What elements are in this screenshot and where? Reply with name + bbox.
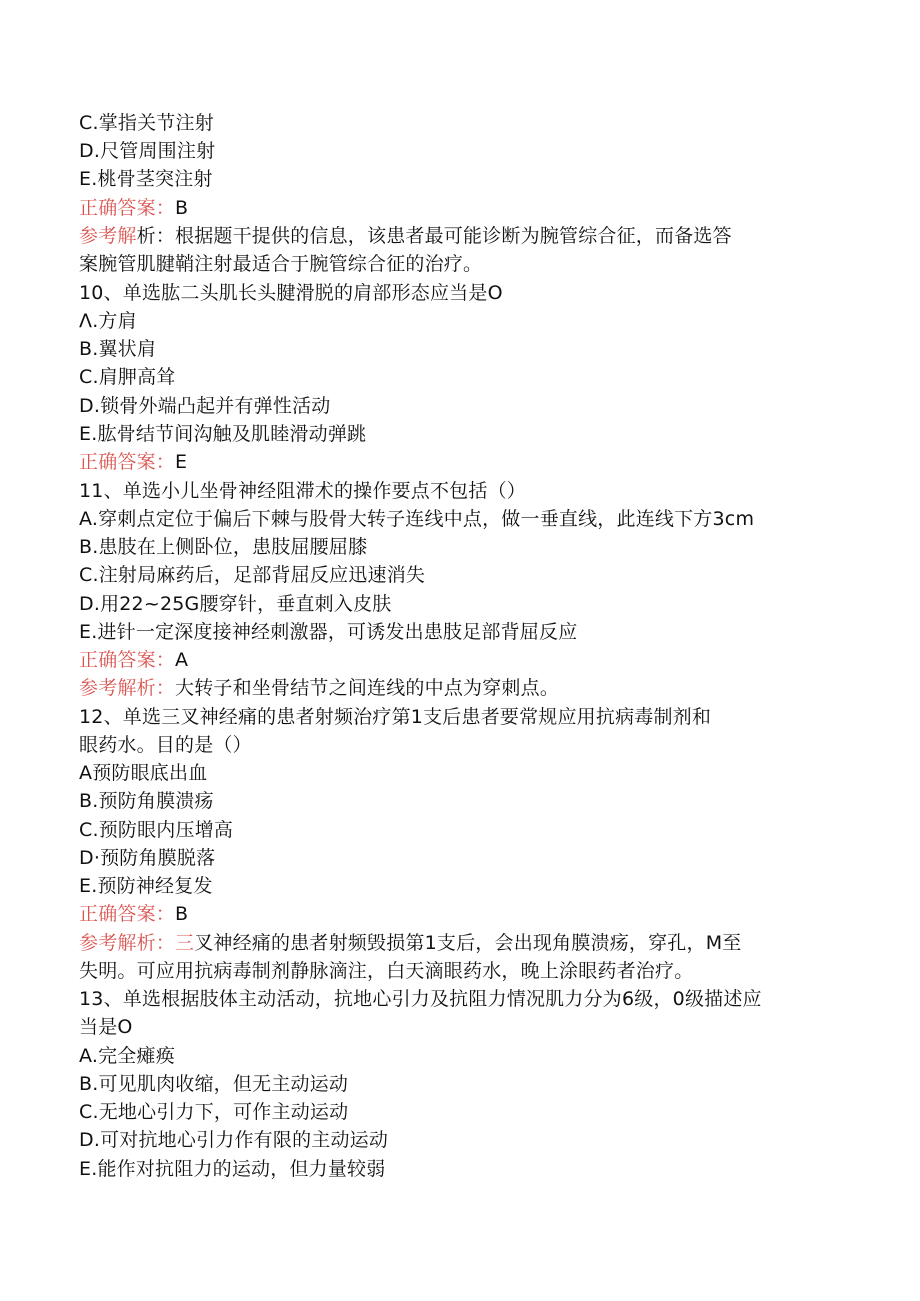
q10-answer [79, 448, 187, 476]
answer-label: 正确答案： [79, 197, 176, 219]
q12-analysis [79, 929, 742, 957]
q9-answer [79, 194, 188, 222]
q13-option-b: B.可见肌肉收缩，但无主动运动 [79, 1073, 349, 1095]
q10-option-e: E.肱骨结节间沟触及肌睦滑动弹跳 [79, 423, 367, 445]
q13-option-c: C.无地心引力下，可作主动运动 [79, 1101, 349, 1123]
answer-value: A [175, 649, 189, 671]
q11-option-e: E.进针一定深度接神经刺激器，可诱发出患肢足部背屈反应 [79, 621, 578, 643]
answer-value: B [175, 903, 189, 925]
q13-stem: 13、单选根据肢体主动活动，抗地心引力及抗阻力情况肌力分为6级，0级描述应 [79, 988, 762, 1010]
q10-option-c: C.肩胛高耸 [79, 366, 176, 388]
analysis-label: 参考解析：三 [79, 932, 195, 954]
answer-label: 正确答案： [79, 451, 176, 473]
q12-option-c: C.预防眼内压增高 [79, 819, 234, 841]
q10-stem: 10、单选肱二头肌长头腱滑脱的肩部形态应当是O [79, 282, 503, 304]
q13-option-e: E.能作对抗阻力的运动，但力量较弱 [79, 1158, 386, 1180]
analysis-label: 参考解析： [79, 677, 176, 699]
answer-value: E [175, 451, 188, 473]
q11-option-d: D.用22~25G腰穿针，垂直刺入皮肤 [79, 593, 392, 615]
q13-option-a: A.完全瘫痪 [79, 1045, 175, 1067]
q12-stem: 12、单选三叉神经痛的患者射频治疗第1支后患者要常规应用抗病毒制剂和 [79, 706, 712, 728]
q11-stem: 11、单选小儿坐骨神经阻滞术的操作要点不包括（） [79, 480, 526, 502]
q11-option-c: C.注射局麻药后，足部背屈反应迅速消失 [79, 564, 426, 586]
q12-option-d: D·预防角膜脱落 [79, 847, 216, 869]
q11-option-a: A.穿刺点定位于偏后下棘与股骨大转子连线中点，做一垂直线，此连线下方3cm [79, 508, 755, 530]
analysis-text: 叉神经痛的患者射频毁损第1支后，会出现角膜溃疡，穿孔，M至 [194, 932, 742, 954]
q11-analysis [79, 674, 559, 702]
q9-analysis-cont: 案腕管肌腱鞘注射最适合于腕管综合征的治疗。 [79, 253, 483, 275]
q12-option-b: B.预防角膜溃疡 [79, 790, 214, 812]
answer-value: B [175, 197, 189, 219]
q10-option-a: Λ.方肩 [79, 310, 137, 332]
q9-analysis [79, 222, 732, 250]
q11-answer [79, 646, 188, 674]
q9-option-c: C.掌指关节注射 [79, 112, 214, 134]
q10-option-b: B.翼状肩 [79, 338, 157, 360]
q12-option-e: E.预防神经复发 [79, 875, 213, 897]
answer-label: 正确答案： [79, 903, 176, 925]
q13-stem-cont: 当是O [79, 1016, 133, 1038]
answer-label: 正确答案： [79, 649, 176, 671]
q13-option-d: D.可对抗地心引力作有限的主动运动 [79, 1129, 389, 1151]
q12-answer [79, 900, 188, 928]
analysis-label: 参考解 [79, 225, 137, 247]
q9-option-e: E.桃骨茎突注射 [79, 168, 213, 190]
q10-option-d: D.锁骨外端凸起并有弹性活动 [79, 395, 331, 417]
q9-option-d: D.尺管周围注射 [79, 140, 216, 162]
analysis-text: 大转子和坐骨结节之间连线的中点为穿刺点。 [175, 677, 560, 699]
q12-option-a: A预防眼底出血 [79, 762, 208, 784]
q11-option-b: B.患肢在上侧卧位，患肢屈腰屈膝 [79, 536, 368, 558]
q12-stem-cont: 眼药水。目的是（） [79, 734, 252, 756]
analysis-text: 析：根据题干提供的信息，该患者最可能诊断为腕管综合征，而备选答 [136, 225, 732, 247]
q12-analysis-cont: 失明。可应用抗病毒制剂静脉滴注，白天滴眼药水，晚上涂眼药者治疗。 [79, 960, 694, 982]
